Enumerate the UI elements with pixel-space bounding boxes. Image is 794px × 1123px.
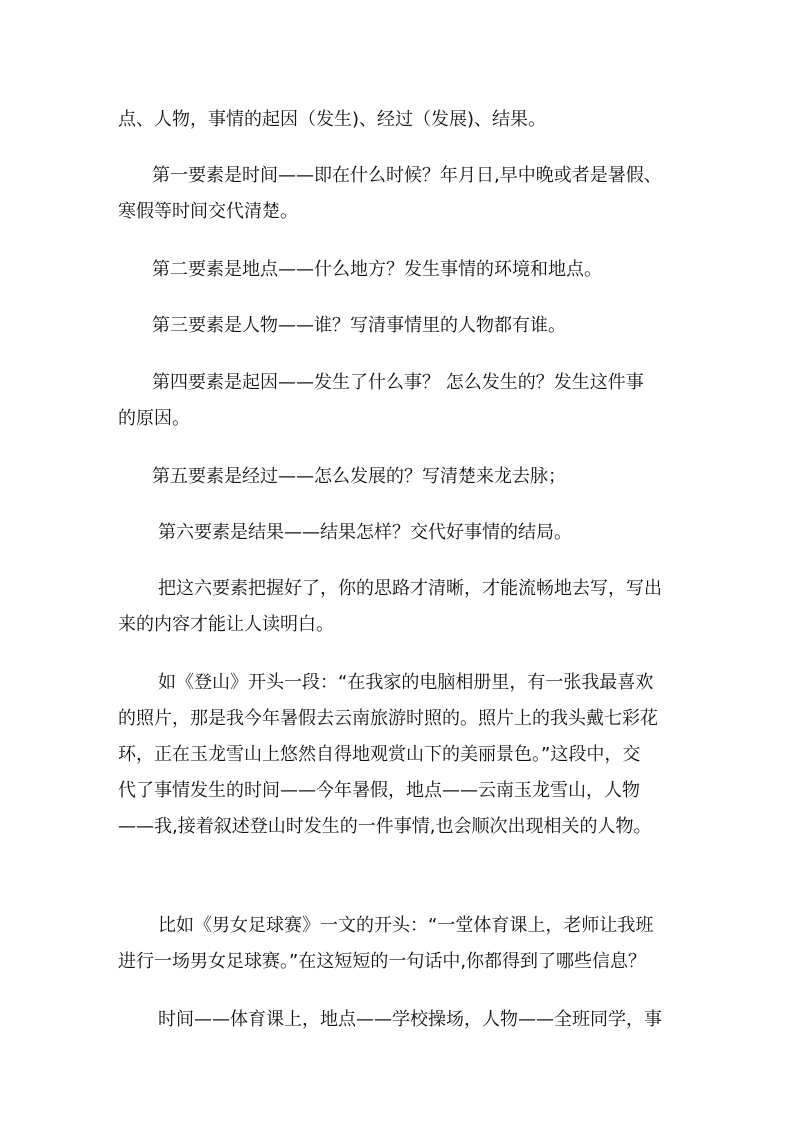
text-line: 代了事情发生的时间——今年暑假，地点——云南玉龙雪山，人物 — [118, 780, 640, 801]
text-line: 的原因。 — [118, 408, 190, 429]
paragraph-element-process — [118, 459, 678, 495]
text-line: 点、人物，事情的起因（发生)、经过（发展)、结果。 — [118, 109, 547, 130]
text-line: 如《登山》开头一段：“在我家的电脑相册里，有一张我最喜欢 — [158, 672, 654, 693]
text-line: 的照片，那是我今年暑假去云南旅游时照的。照片上的我头戴七彩花 — [118, 708, 658, 729]
paragraph-element-cause — [118, 365, 678, 437]
paragraph-continuation — [118, 102, 678, 138]
text-line: 比如《男女足球赛》一文的开头：“一堂体育课上，老师让我班 — [158, 915, 654, 936]
paragraph-football-analysis — [118, 1002, 678, 1038]
text-line: 第四要素是起因——发生了什么事？ 怎么发生的？发生这件事 — [152, 372, 644, 393]
text-line: 把这六要素把握好了，你的思路才清晰，才能流畅地去写，写出 — [158, 578, 662, 599]
text-line: 环，正在玉龙雪山上悠然自得地观赏山下的美丽景色。”这段中，交 — [118, 744, 641, 765]
paragraph-element-result — [118, 515, 678, 551]
text-line: 第一要素是时间——即在什么时候？年月日,早中晚或者是暑假、 — [152, 165, 662, 186]
text-line: 第二要素是地点——什么地方？发生事情的环境和地点。 — [152, 259, 602, 280]
paragraph-example-climbing — [118, 665, 678, 845]
text-line: 时间——体育课上，地点——学校操场，人物——全班同学，事 — [158, 1009, 662, 1030]
paragraph-element-time — [118, 158, 678, 230]
paragraph-element-people — [118, 308, 678, 344]
paragraph-example-football — [118, 908, 678, 980]
paragraph-summary — [118, 571, 678, 643]
text-line: 进行一场男女足球赛。”在这短短的一句话中,你都得到了哪些信息？ — [118, 951, 647, 972]
text-line: ——我,接着叙述登山时发生的一件事情,也会顺次出现相关的人物。 — [118, 816, 652, 837]
text-line: 来的内容才能让人读明白。 — [118, 614, 334, 635]
text-line: 第三要素是人物——谁？写清事情里的人物都有谁。 — [152, 315, 566, 336]
paragraph-element-place — [118, 252, 678, 288]
text-line: 寒假等时间交代清楚。 — [118, 201, 298, 222]
text-line: 第五要素是经过——怎么发展的？写清楚来龙去脉； — [152, 466, 566, 487]
text-line: 第六要素是结果——结果怎样？交代好事情的结局。 — [158, 522, 572, 543]
